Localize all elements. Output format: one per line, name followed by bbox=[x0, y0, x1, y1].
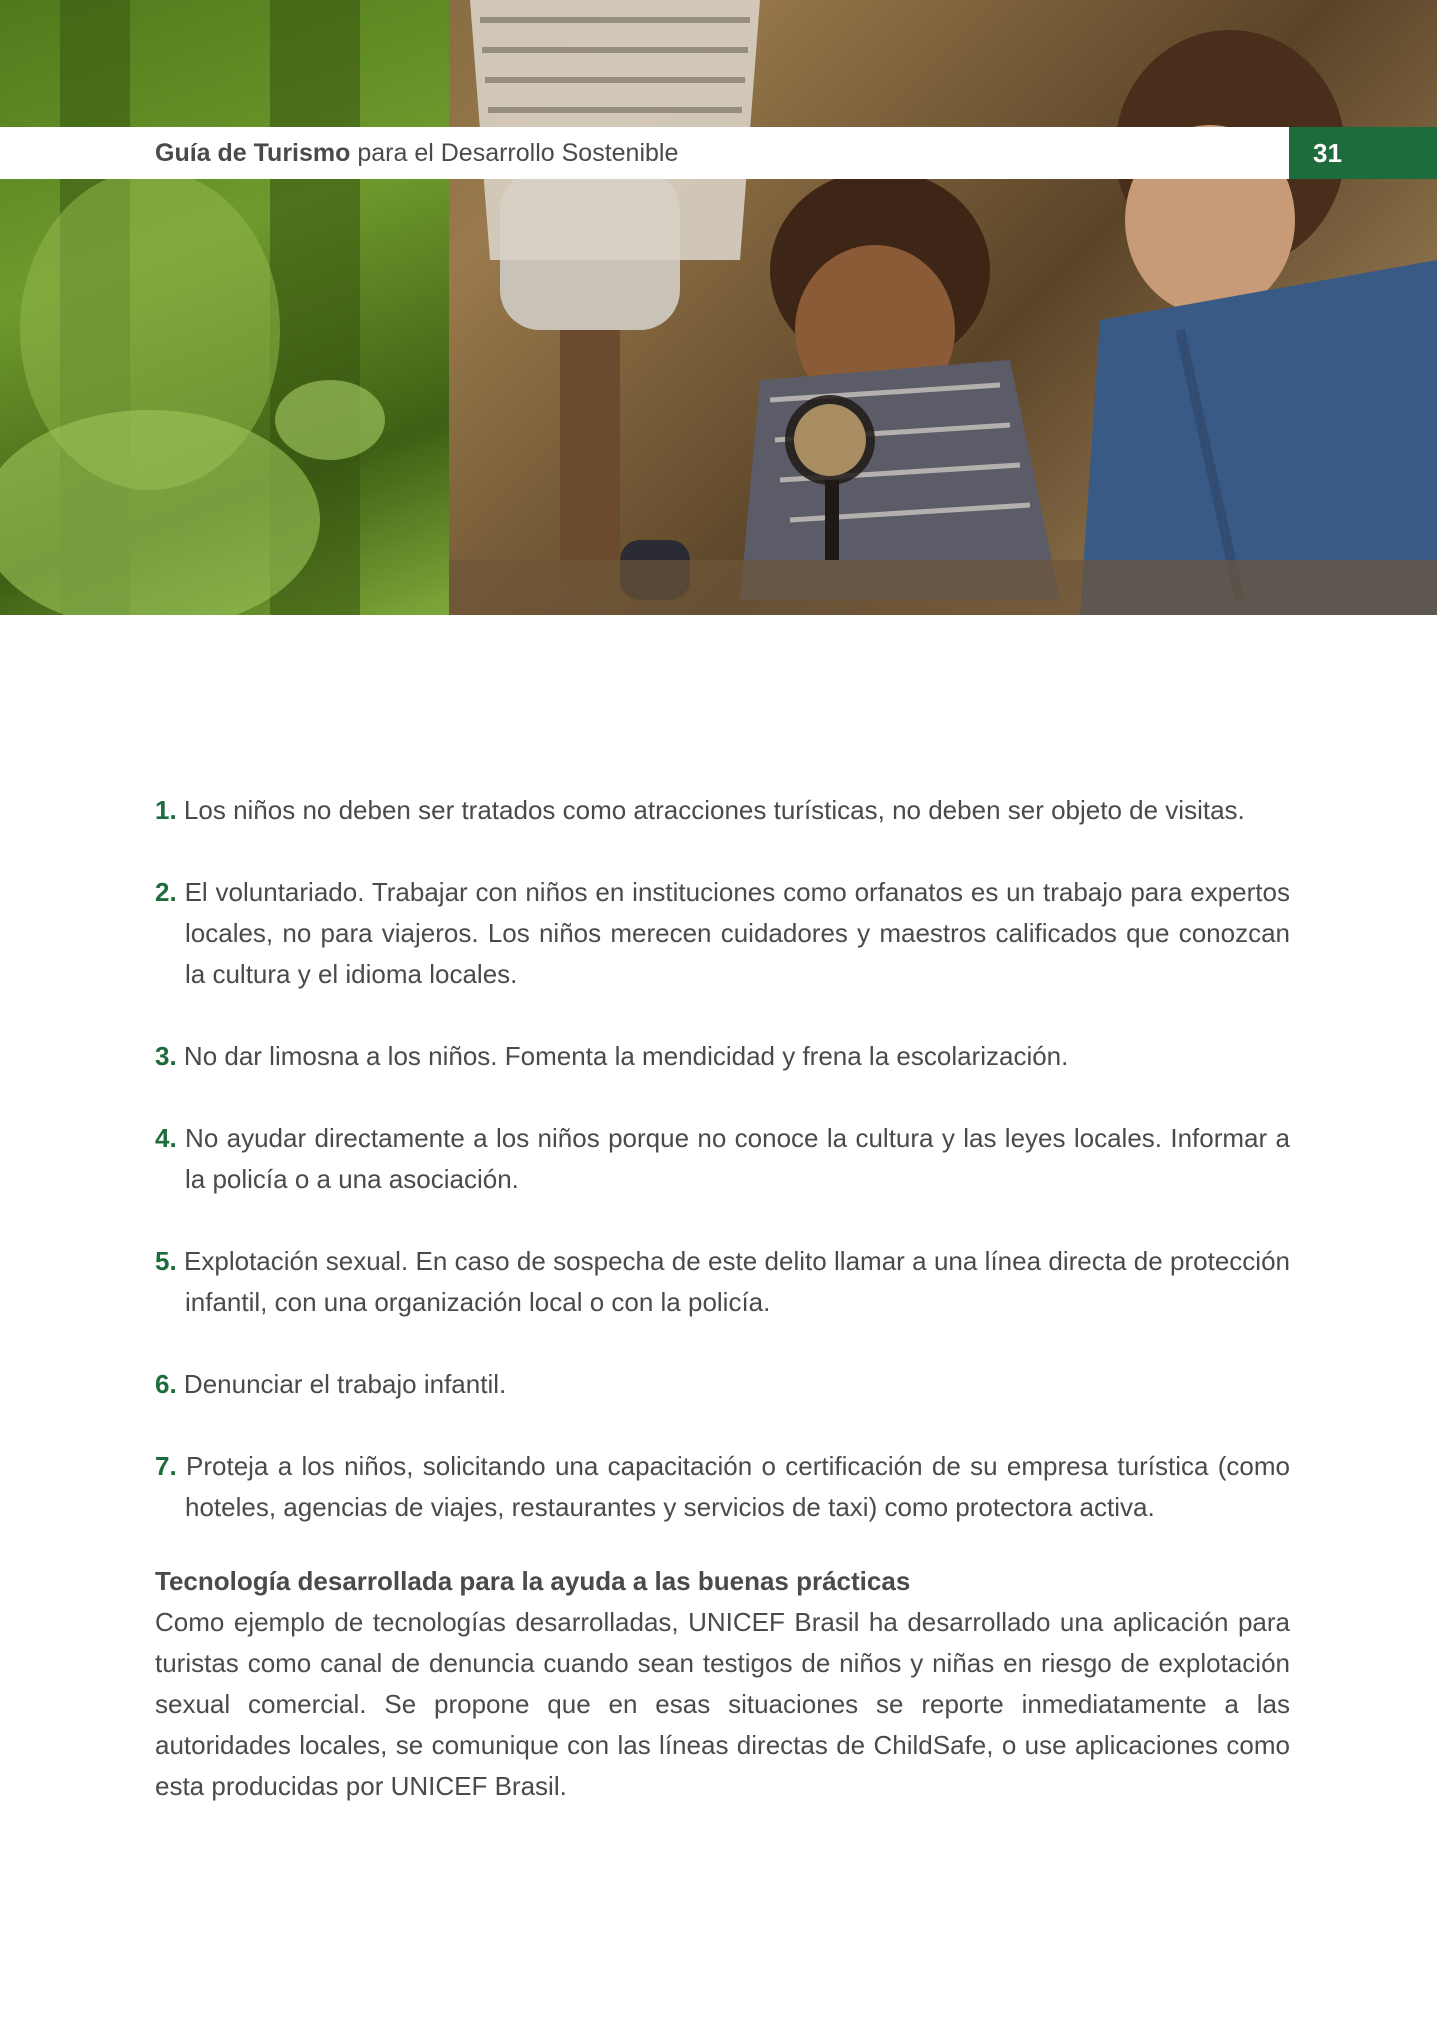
running-header bbox=[0, 127, 1289, 179]
list-item-text: No dar limosna a los niños. Fomenta la mendicidad y frena la escolarización. bbox=[183, 1041, 1069, 1071]
section-title: Tecnología desarrollada para la ayuda a las buenas prácticas bbox=[155, 1566, 911, 1596]
list-item-text: Denunciar el trabajo infantil. bbox=[183, 1369, 507, 1399]
photo-illustration bbox=[0, 0, 1437, 615]
list-item bbox=[155, 1241, 1290, 1323]
publication-title bbox=[155, 139, 678, 168]
list-item-text: Los niños no deben ser tratados como atracciones turísticas, no deben ser objeto de visitas. bbox=[183, 795, 1245, 825]
list-item bbox=[155, 1364, 1290, 1405]
header-photo bbox=[0, 0, 1437, 615]
list-item-text: Explotación sexual. En caso de sospecha de este delito llamar a una línea directa de protección infantil, con una organización local o con la policía. bbox=[184, 1246, 1290, 1317]
list-item-text: El voluntariado. Trabajar con niños en instituciones como orfanatos es un trabajo para expertos locales, no para viajeros. Los niños merecen cuidadores y maestros calificados que conozcan la cultura y el idioma locales. bbox=[184, 877, 1290, 989]
page-number: 31 bbox=[1289, 127, 1437, 179]
list-item bbox=[155, 790, 1290, 831]
publication-title-rest: para el Desarrollo Sostenible bbox=[350, 138, 679, 167]
main-content bbox=[155, 790, 1290, 1807]
list-item-text: No ayudar directamente a los niños porque no conoce la cultura y las leyes locales. Informar a la policía o a una asociación. bbox=[185, 1123, 1290, 1194]
list-item bbox=[155, 872, 1290, 995]
list-item bbox=[155, 1036, 1290, 1077]
list-item-number: 1. bbox=[155, 795, 177, 825]
publication-title-bold: Guía de Turismo bbox=[155, 138, 351, 167]
list-item-number: 4. bbox=[155, 1123, 177, 1153]
list-item bbox=[155, 1118, 1290, 1200]
list-item-number: 6. bbox=[155, 1369, 177, 1399]
section-paragraph: Como ejemplo de tecnologías desarrolladas, UNICEF Brasil ha desarrollado una aplicación para turistas como canal de denuncia cuando sean testigos de niños y niñas en riesgo de explotación sexual comercial. Se propone que en esas situaciones se reporte inmediatamente a las autoridades locales, se comunique con las líneas directas de ChildSafe, o use aplicaciones como esta producidas por UNICEF Brasil. bbox=[155, 1607, 1290, 1801]
list-item-number: 2. bbox=[155, 877, 177, 907]
list-item bbox=[155, 1446, 1290, 1528]
list-item-number: 5. bbox=[155, 1246, 177, 1276]
list-item-number: 3. bbox=[155, 1041, 177, 1071]
list-item-text: Proteja a los niños, solicitando una capacitación o certificación de su empresa turística (como hoteles, agencias de viajes, restaurantes y servicios de taxi) como protectora activa. bbox=[185, 1451, 1290, 1522]
list-item-number: 7. bbox=[155, 1451, 177, 1481]
